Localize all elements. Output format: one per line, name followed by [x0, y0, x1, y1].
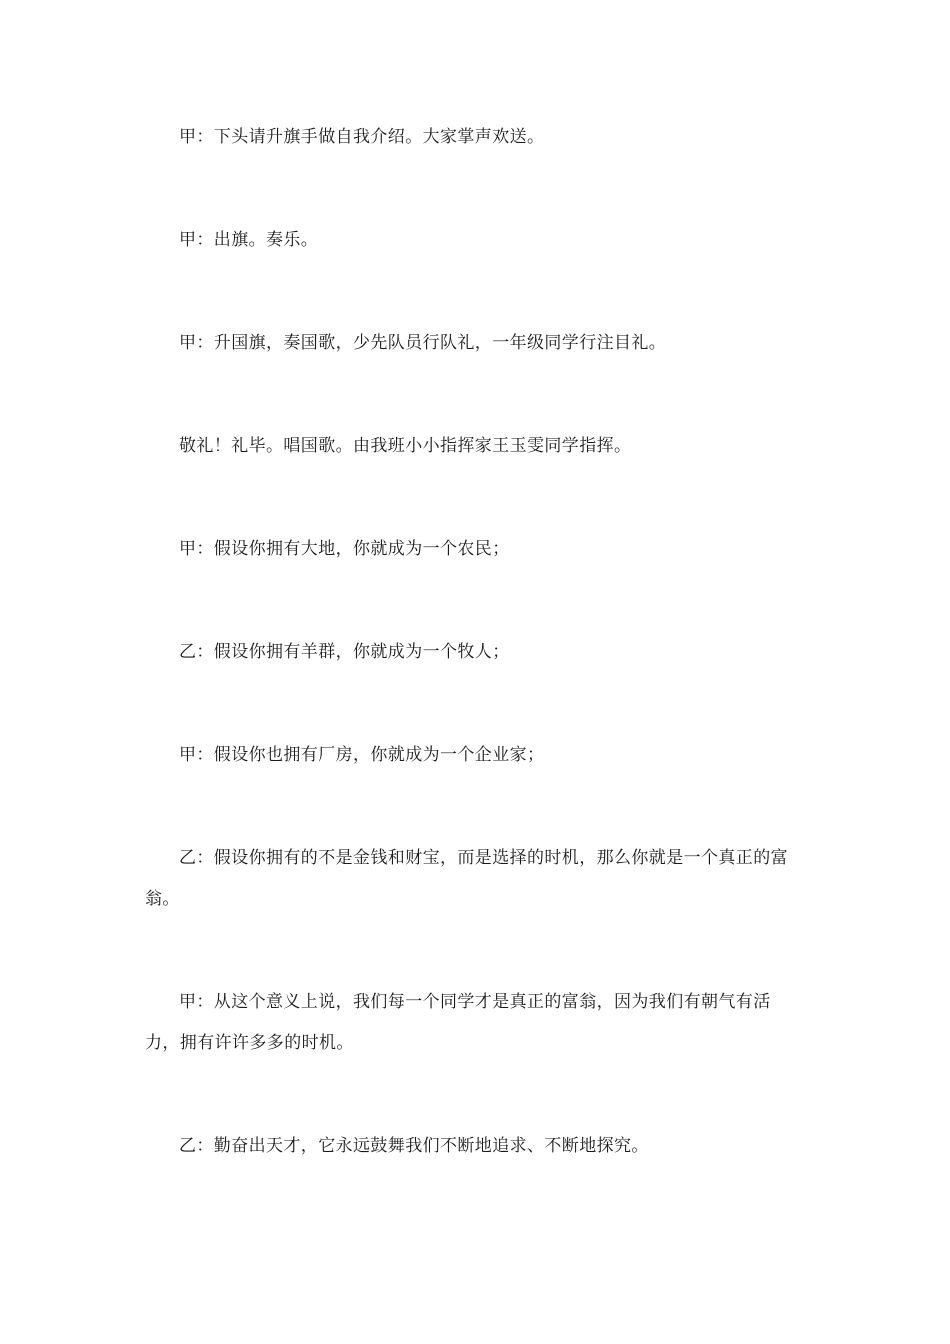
paragraph: 敬礼！礼毕。唱国歌。由我班小小指挥家王玉雯同学指挥。	[179, 436, 632, 456]
paragraph: 甲：假设你拥有大地，你就成为一个农民；	[179, 539, 510, 559]
paragraph: 甲：升国旗，奏国歌，少先队员行队礼，一年级同学行注目礼。	[179, 333, 667, 353]
paragraph: 乙：假设你拥有的不是金钱和财宝，而是选择的时机，那么你就是一个真正的富翁。	[145, 848, 788, 909]
paragraph: 甲：出旗。奏乐。	[179, 230, 319, 250]
paragraph: 甲：假设你也拥有厂房，你就成为一个企业家；	[179, 745, 545, 765]
paragraph: 乙：假设你拥有羊群，你就成为一个牧人；	[179, 642, 510, 662]
paragraph: 甲：下头请升旗手做自我介绍。大家掌声欢送。	[179, 127, 545, 147]
paragraph: 甲：从这个意义上说，我们每一个同学才是真正的富翁，因为我们有朝气有活力，拥有许许多多的时机。	[145, 992, 771, 1053]
paragraph: 乙：勤奋出天才，它永远鼓舞我们不断地追求、不断地探究。	[179, 1136, 649, 1156]
